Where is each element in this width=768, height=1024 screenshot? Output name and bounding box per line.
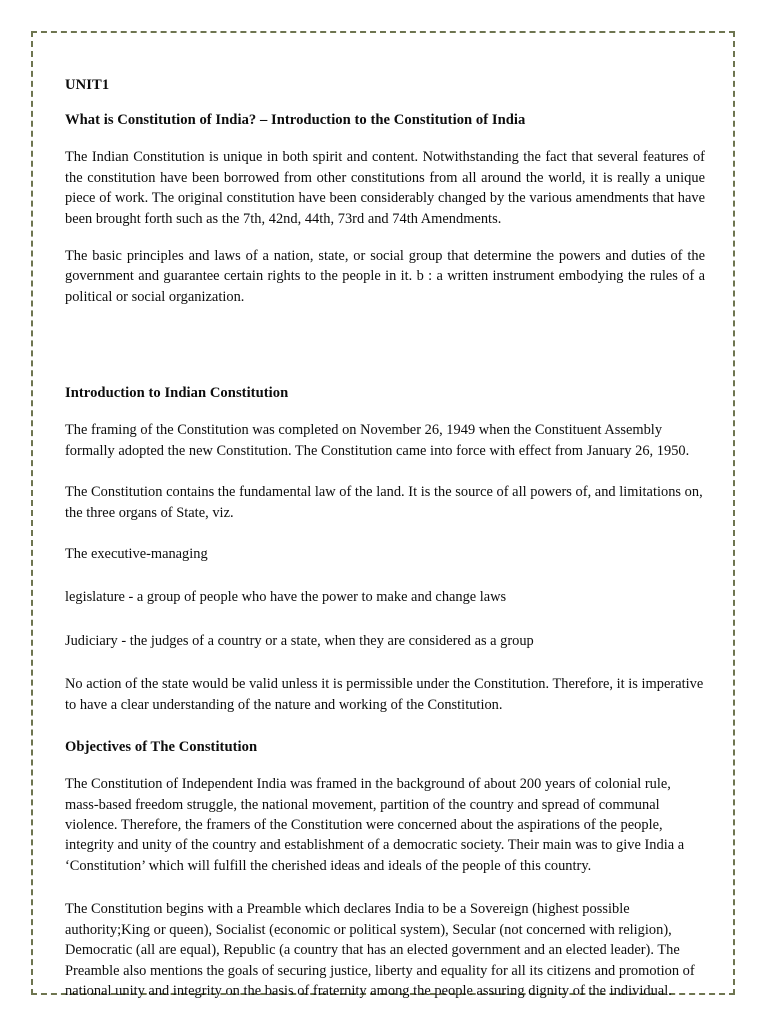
intro-paragraph-2: The basic principles and laws of a nation, state, or social group that determine the powers and duties of the government and guarantee certain rights to the people in it. b : a written instrument embodying the rules of a political or social organization. xyxy=(65,248,705,305)
main-heading: What is Constitution of India? – Introduction to the Constitution of India xyxy=(65,112,526,129)
framing-paragraph: The framing of the Constitution was completed on November 26, 1949 when the Constituent Assembly formally adopted the new Constitution. The Constitution came into force with effect from January 26, 1950. xyxy=(65,422,690,460)
fundamental-law-paragraph: The Constitution contains the fundamental law of the land. It is the source of all powers of, and limitations on, the three organs of State, viz. xyxy=(65,484,703,521)
section-spacer xyxy=(65,324,705,340)
intro-paragraph-1: The Indian Constitution is unique in both spirit and content. Notwithstanding the fact that several features of the constitution have been borrowed from other constitutions from all around the world, it is really a unique piece of work. The original constitution have been considerably changed by the various amendments that have been brought forth such as the 7th, 42nd, 44th, 73rd and 74th Amendments. xyxy=(65,149,705,227)
organ-executive-line: The executive-managing xyxy=(65,545,208,562)
unit-label: UNIT1 xyxy=(65,77,110,93)
organ-judiciary-line: Judiciary - the judges of a country or a state, when they are considered as a group xyxy=(65,632,534,649)
objectives-paragraph-2: The Constitution begins with a Preamble which declares India to be a Sovereign (highest possible authority;King or queen), Socialist (economic or political system), Secular (not concerned with religion), Democratic (all are equal), Republic (a country that has an elected government and an elected leader). The Preamble also mentions the goals of securing justice, liberty and equality for all its citizens and promotion of national unity and integrity on the basis of fraternity among the people assuring dignity of the individual. xyxy=(65,901,695,1000)
organ-legislature-line: legislature - a group of people who have the power to make and change laws xyxy=(65,589,507,606)
no-action-paragraph: No action of the state would be valid unless it is permissible under the Constitution. Therefore, it is imperative to have a clear understanding of the nature and working of the Constitution. xyxy=(65,676,704,713)
document-text-column xyxy=(65,76,705,1019)
section-heading-introduction: Introduction to Indian Constitution xyxy=(65,385,289,402)
section-heading-objectives: Objectives of The Constitution xyxy=(65,739,258,756)
objectives-paragraph-1: The Constitution of Independent India was framed in the background of about 200 years of colonial rule, mass-based freedom struggle, the national movement, partition of the country and spread of communal violence. Therefore, the framers of the Constitution were concerned about the aspirations of the people, integrity and unity of the country and establishment of a democratic society. Their main was to give India a ‘Constitution’ which will fulfill the cherished ideas and ideals of the people of this country. xyxy=(65,776,685,874)
